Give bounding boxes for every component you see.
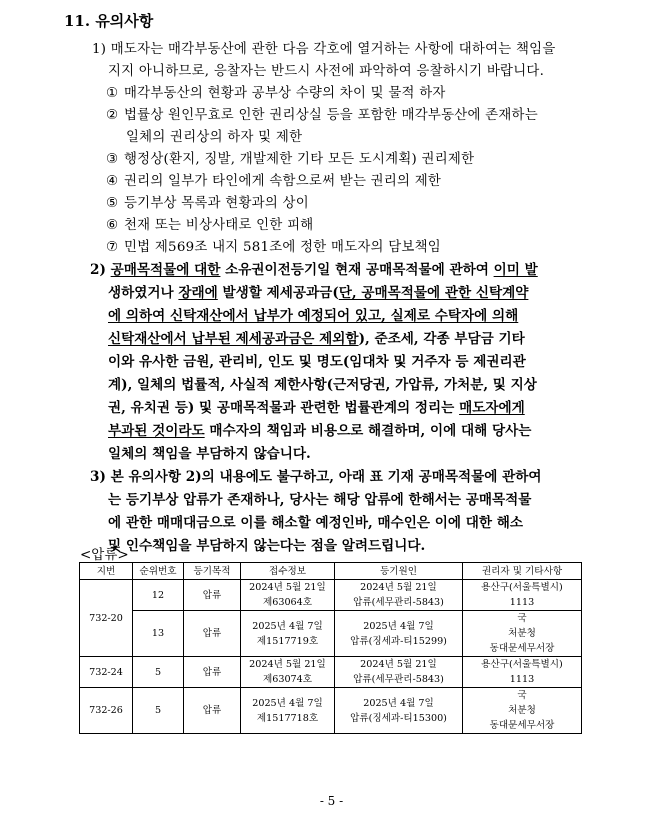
- lot-cell: 732-24: [80, 657, 133, 688]
- text-span: 권, 유치권 등) 및 공매목적물과 관련한 법률관계의 정리는: [108, 400, 460, 416]
- item-number: ⑦: [106, 240, 119, 255]
- list-item-1: [106, 82, 446, 101]
- text-span: 2): [90, 262, 111, 278]
- item-number: ④: [106, 174, 119, 189]
- item-text: 민법 제569조 내지 581조에 정한 매도자의 담보책임: [124, 240, 441, 255]
- item-text: 권리의 일부가 타인에게 속함으로써 받는 권리의 제한: [124, 174, 442, 189]
- rank-cell: 13: [133, 611, 184, 657]
- para3-line-2: 는 등기부상 압류가 존재하나, 당사는 해당 압류에 한해서는 공매목적물: [108, 492, 532, 508]
- underlined-span: 공매목적물에 대한: [110, 262, 221, 278]
- para3-line-1: 3) 본 유의사항 2)의 내용에도 불구하고, 아래 표 기재 공매목적물에 관하여: [90, 469, 542, 485]
- table-header-row: [80, 563, 582, 580]
- underlined-span: 단, 공매목적물에 관한 신탁계약: [338, 285, 529, 301]
- para1-line-1: 1) 매도자는 매각부동산에 관한 다음 각호에 열거하는 사항에 대하여는 책임을: [92, 42, 556, 57]
- table-row: [80, 688, 582, 734]
- item-number: ⑤: [106, 196, 119, 211]
- para2-line-2: [108, 281, 528, 301]
- underlined-span: 부과된 것이라도: [108, 423, 205, 439]
- item-text: 매각부동산의 현황과 공부상 수량의 차이 및 물적 하자: [124, 86, 446, 101]
- para2-line-3: 에 의하여 신탁재산에서 납부가 예정되어 있고, 실제로 수탁자에 의해: [108, 308, 519, 324]
- list-item-6: [106, 214, 313, 233]
- purpose-cell: 압류: [184, 657, 241, 688]
- para2-line-6: 계), 일체의 법률적, 사실적 제한사항(근저당권, 가압류, 가처분, 및 지상: [108, 377, 537, 393]
- list-item-5: [106, 192, 309, 211]
- section-heading: 11. 유의사항: [64, 12, 154, 30]
- page-number: - 5 -: [319, 794, 344, 808]
- receipt-cell: 2024년 5월 21일 제63064호: [241, 580, 335, 611]
- rank-cell: 5: [133, 688, 184, 734]
- text-span: 발생할 제세공과금(: [217, 285, 339, 301]
- seizure-table: [79, 562, 582, 734]
- para1-line-2: 지지 아니하므로, 응찰자는 반드시 사전에 파악하여 응찰하시기 바랍니다.: [108, 64, 545, 79]
- col-header: 등기목적: [184, 563, 241, 580]
- item-text: 행정상(환지, 징발, 개발제한 기타 모든 도시계획) 권리제한: [124, 152, 475, 167]
- cause-cell: 2024년 5월 21일 압류(세무관리-5843): [335, 580, 463, 611]
- col-header: 등기원인: [335, 563, 463, 580]
- table-title: <압류>: [80, 547, 129, 563]
- rank-cell: 12: [133, 580, 184, 611]
- item-text: 천재 또는 비상사태로 인한 피해: [124, 218, 314, 233]
- table-row: [80, 611, 582, 657]
- purpose-cell: 압류: [184, 688, 241, 734]
- para3-line-3: 에 관한 매매대금으로 이를 해소할 예정인바, 매수인은 이에 대한 해소: [108, 515, 524, 531]
- list-item-3: [106, 148, 474, 167]
- para2-line-8: [108, 419, 531, 439]
- cause-cell: 2025년 4월 7일 압류(징세과-티15300): [335, 688, 463, 734]
- holder-cell: 국 처분청 동대문세무서장: [463, 611, 582, 657]
- receipt-cell: 2024년 5월 21일 제63074호: [241, 657, 335, 688]
- para2-line-9: 일체의 책임을 부담하지 않습니다.: [108, 446, 311, 462]
- item-text: 법률상 원인무효로 인한 권리상실 등을 포함한 매각부동산에 존재하는: [124, 108, 538, 123]
- para2-line-1: [90, 258, 538, 278]
- list-item-2-cont: 일체의 권리상의 하자 및 제한: [126, 130, 303, 145]
- item-number: ③: [106, 152, 119, 167]
- table-row: [80, 580, 582, 611]
- col-header: 권리자 및 기타사항: [463, 563, 582, 580]
- item-number: ①: [106, 86, 119, 101]
- holder-cell: 용산구(서울특별시) 1113: [463, 657, 582, 688]
- para2-line-7: [108, 396, 525, 416]
- underlined-span: 장래에: [178, 285, 218, 301]
- list-item-2: [106, 104, 538, 123]
- lot-cell: 732-20: [80, 580, 133, 657]
- item-number: ⑥: [106, 218, 119, 233]
- table-row: [80, 657, 582, 688]
- cause-cell: 2024년 5월 21일 압류(세무관리-5843): [335, 657, 463, 688]
- text-span: 매수자의 책임과 비용으로 해결하며, 이에 대해 당사는: [204, 423, 532, 439]
- para2-line-5: 이와 유사한 금원, 관리비, 인도 및 명도(임대차 및 거주자 등 제권리관: [108, 354, 526, 370]
- text-span: ), 준조세, 각종 부담금 기타: [358, 331, 525, 347]
- col-header: 순위번호: [133, 563, 184, 580]
- item-text: 등기부상 목록과 현황과의 상이: [124, 196, 309, 211]
- receipt-cell: 2025년 4월 7일 제1517718호: [241, 688, 335, 734]
- rank-cell: 5: [133, 657, 184, 688]
- col-header: 접수정보: [241, 563, 335, 580]
- cause-cell: 2025년 4월 7일 압류(징세과-티15299): [335, 611, 463, 657]
- text-span: 생하였거나: [108, 285, 179, 301]
- col-header: 지번: [80, 563, 133, 580]
- underlined-span: 신탁재산에서 납부된 제세공과금은 제외함: [108, 331, 359, 347]
- underlined-span: 이미 발: [493, 262, 538, 278]
- holder-cell: 국 처분청 동대문세무서장: [463, 688, 582, 734]
- list-item-4: [106, 170, 441, 189]
- para3-line-4: 및 인수책임을 부담하지 않는다는 점을 알려드립니다.: [108, 538, 426, 554]
- holder-cell: 용산구(서울특별시) 1113: [463, 580, 582, 611]
- purpose-cell: 압류: [184, 611, 241, 657]
- lot-cell: 732-26: [80, 688, 133, 734]
- para2-line-4: [108, 327, 525, 347]
- list-item-7: [106, 236, 441, 255]
- purpose-cell: 압류: [184, 580, 241, 611]
- receipt-cell: 2025년 4월 7일 제1517719호: [241, 611, 335, 657]
- text-span: 소유권이전등기일 현재 공매목적물에 관하여: [220, 262, 494, 278]
- underlined-span: 매도자에게: [459, 400, 525, 416]
- item-number: ②: [106, 108, 119, 123]
